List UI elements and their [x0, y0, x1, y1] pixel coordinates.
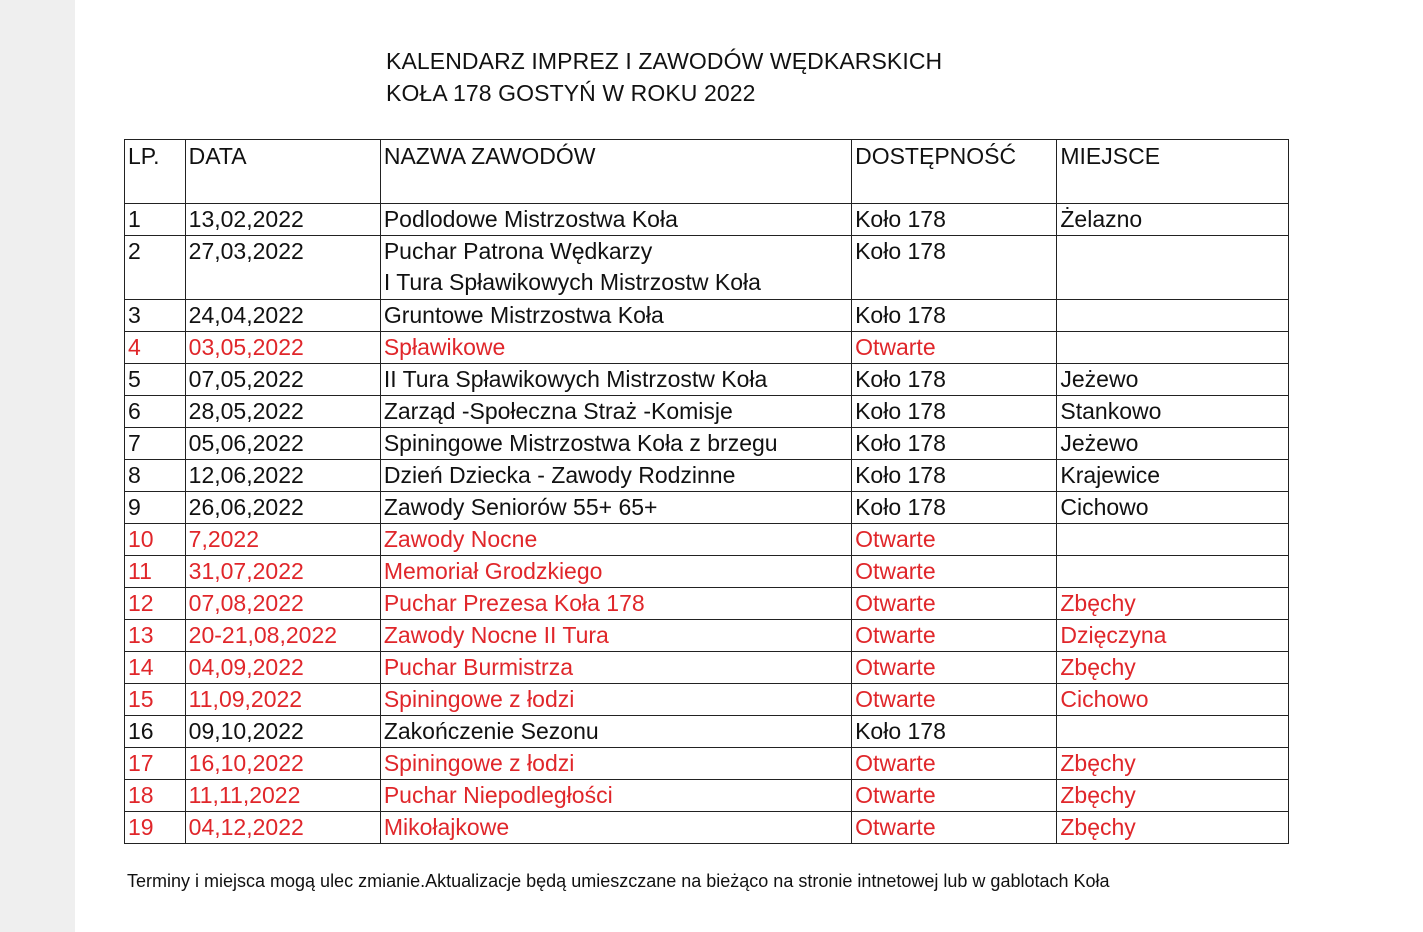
table-header-row	[125, 140, 1289, 204]
cell-place: Cichowo	[1057, 492, 1289, 524]
cell-name: Zawody Seniorów 55+ 65+	[380, 492, 851, 524]
cell-access: Koło 178	[852, 428, 1057, 460]
cell-name: Zarząd -Społeczna Straż -Komisje	[380, 396, 851, 428]
title-line-1: KALENDARZ IMPREZ I ZAWODÓW WĘDKARSKICH	[386, 48, 943, 74]
cell-lp: 5	[125, 364, 186, 396]
cell-lp: 10	[125, 524, 186, 556]
cell-access: Koło 178	[852, 396, 1057, 428]
cell-place: Żelazno	[1057, 204, 1289, 236]
cell-name: Dzień Dziecka - Zawody Rodzinne	[380, 460, 851, 492]
table-row	[125, 748, 1289, 780]
table-row	[125, 236, 1289, 300]
cell-lp: 13	[125, 620, 186, 652]
table-row	[125, 492, 1289, 524]
cell-name: Puchar Burmistrza	[380, 652, 851, 684]
cell-date: 24,04,2022	[185, 300, 380, 332]
cell-place	[1057, 716, 1289, 748]
cell-place: Zbęchy	[1057, 812, 1289, 844]
document-page	[75, 0, 1423, 932]
cell-name: Podlodowe Mistrzostwa Koła	[380, 204, 851, 236]
cell-access: Koło 178	[852, 460, 1057, 492]
cell-name: Spiningowe z łodzi	[380, 748, 851, 780]
cell-access: Koło 178	[852, 492, 1057, 524]
cell-name: Puchar Niepodległości	[380, 780, 851, 812]
cell-place	[1057, 556, 1289, 588]
cell-place: Zbęchy	[1057, 748, 1289, 780]
cell-date: 7,2022	[185, 524, 380, 556]
cell-access: Otwarte	[852, 588, 1057, 620]
table-row	[125, 204, 1289, 236]
cell-date: 07,08,2022	[185, 588, 380, 620]
table-row	[125, 364, 1289, 396]
cell-lp: 1	[125, 204, 186, 236]
table-row	[125, 716, 1289, 748]
cell-place: Jeżewo	[1057, 428, 1289, 460]
cell-name: II Tura Spławikowych Mistrzostw Koła	[380, 364, 851, 396]
header-lp: LP.	[125, 140, 186, 204]
cell-date: 28,05,2022	[185, 396, 380, 428]
cell-name: Spławikowe	[380, 332, 851, 364]
cell-place: Krajewice	[1057, 460, 1289, 492]
events-table	[124, 139, 1289, 844]
table-row	[125, 332, 1289, 364]
document-title	[386, 45, 942, 109]
header-place: MIEJSCE	[1057, 140, 1289, 204]
cell-place: Dzięczyna	[1057, 620, 1289, 652]
cell-name: Puchar Prezesa Koła 178	[380, 588, 851, 620]
cell-date: 04,12,2022	[185, 812, 380, 844]
cell-lp: 6	[125, 396, 186, 428]
table-body	[125, 204, 1289, 844]
cell-date: 05,06,2022	[185, 428, 380, 460]
cell-place: Jeżewo	[1057, 364, 1289, 396]
cell-lp: 7	[125, 428, 186, 460]
cell-name: Zawody Nocne II Tura	[380, 620, 851, 652]
cell-lp: 4	[125, 332, 186, 364]
table-row	[125, 396, 1289, 428]
cell-lp: 9	[125, 492, 186, 524]
cell-access: Koło 178	[852, 300, 1057, 332]
cell-name: Gruntowe Mistrzostwa Koła	[380, 300, 851, 332]
cell-lp: 19	[125, 812, 186, 844]
table-row	[125, 524, 1289, 556]
cell-date: 09,10,2022	[185, 716, 380, 748]
table-row	[125, 812, 1289, 844]
table-row	[125, 460, 1289, 492]
cell-place: Zbęchy	[1057, 652, 1289, 684]
cell-access: Otwarte	[852, 780, 1057, 812]
cell-access: Koło 178	[852, 204, 1057, 236]
cell-lp: 14	[125, 652, 186, 684]
cell-date: 07,05,2022	[185, 364, 380, 396]
cell-place	[1057, 236, 1289, 300]
cell-name: Mikołajkowe	[380, 812, 851, 844]
cell-place	[1057, 300, 1289, 332]
cell-access: Koło 178	[852, 716, 1057, 748]
cell-access: Otwarte	[852, 812, 1057, 844]
cell-place	[1057, 332, 1289, 364]
cell-name: Memoriał Grodzkiego	[380, 556, 851, 588]
cell-date: 20-21,08,2022	[185, 620, 380, 652]
cell-access: Otwarte	[852, 524, 1057, 556]
cell-access: Otwarte	[852, 748, 1057, 780]
cell-lp: 17	[125, 748, 186, 780]
header-name: NAZWA ZAWODÓW	[380, 140, 851, 204]
cell-name-line-2: I Tura Spławikowych Mistrzostw Koła	[383, 269, 761, 295]
cell-lp: 16	[125, 716, 186, 748]
table-row	[125, 620, 1289, 652]
cell-date: 03,05,2022	[185, 332, 380, 364]
cell-place: Stankowo	[1057, 396, 1289, 428]
cell-name	[380, 236, 851, 300]
cell-access: Koło 178	[852, 364, 1057, 396]
cell-name: Zawody Nocne	[380, 524, 851, 556]
cell-date: 26,06,2022	[185, 492, 380, 524]
cell-lp: 3	[125, 300, 186, 332]
cell-date: 12,06,2022	[185, 460, 380, 492]
cell-lp: 12	[125, 588, 186, 620]
table-row	[125, 588, 1289, 620]
footnote: Terminy i miejsca mogą ulec zmianie.Aktualizacje będą umieszczane na bieżąco na stronie intnetowej lub w gablotach Koła	[127, 871, 1110, 891]
cell-name: Zakończenie Sezonu	[380, 716, 851, 748]
header-access: DOSTĘPNOŚĆ	[852, 140, 1057, 204]
table-row	[125, 780, 1289, 812]
table-row	[125, 428, 1289, 460]
cell-name-line-1: Puchar Patrona Wędkarzy	[383, 238, 653, 264]
cell-access: Otwarte	[852, 652, 1057, 684]
title-line-2: KOŁA 178 GOSTYŃ W ROKU 2022	[386, 80, 756, 106]
cell-date: 16,10,2022	[185, 748, 380, 780]
table-row	[125, 652, 1289, 684]
table-row	[125, 684, 1289, 716]
cell-access: Otwarte	[852, 684, 1057, 716]
cell-access: Otwarte	[852, 620, 1057, 652]
cell-place	[1057, 524, 1289, 556]
cell-date: 31,07,2022	[185, 556, 380, 588]
cell-access: Koło 178	[852, 236, 1057, 300]
cell-name: Spiningowe Mistrzostwa Koła z brzegu	[380, 428, 851, 460]
table-row	[125, 556, 1289, 588]
cell-lp: 8	[125, 460, 186, 492]
cell-access: Otwarte	[852, 332, 1057, 364]
cell-access: Otwarte	[852, 556, 1057, 588]
cell-date: 13,02,2022	[185, 204, 380, 236]
cell-lp: 2	[125, 236, 186, 300]
cell-name: Spiningowe z łodzi	[380, 684, 851, 716]
cell-place: Cichowo	[1057, 684, 1289, 716]
cell-place: Zbęchy	[1057, 588, 1289, 620]
cell-lp: 15	[125, 684, 186, 716]
cell-date: 27,03,2022	[185, 236, 380, 300]
cell-lp: 18	[125, 780, 186, 812]
cell-date: 11,11,2022	[185, 780, 380, 812]
header-date: DATA	[185, 140, 380, 204]
table-row	[125, 300, 1289, 332]
cell-place: Zbęchy	[1057, 780, 1289, 812]
cell-date: 11,09,2022	[185, 684, 380, 716]
cell-lp: 11	[125, 556, 186, 588]
cell-date: 04,09,2022	[185, 652, 380, 684]
